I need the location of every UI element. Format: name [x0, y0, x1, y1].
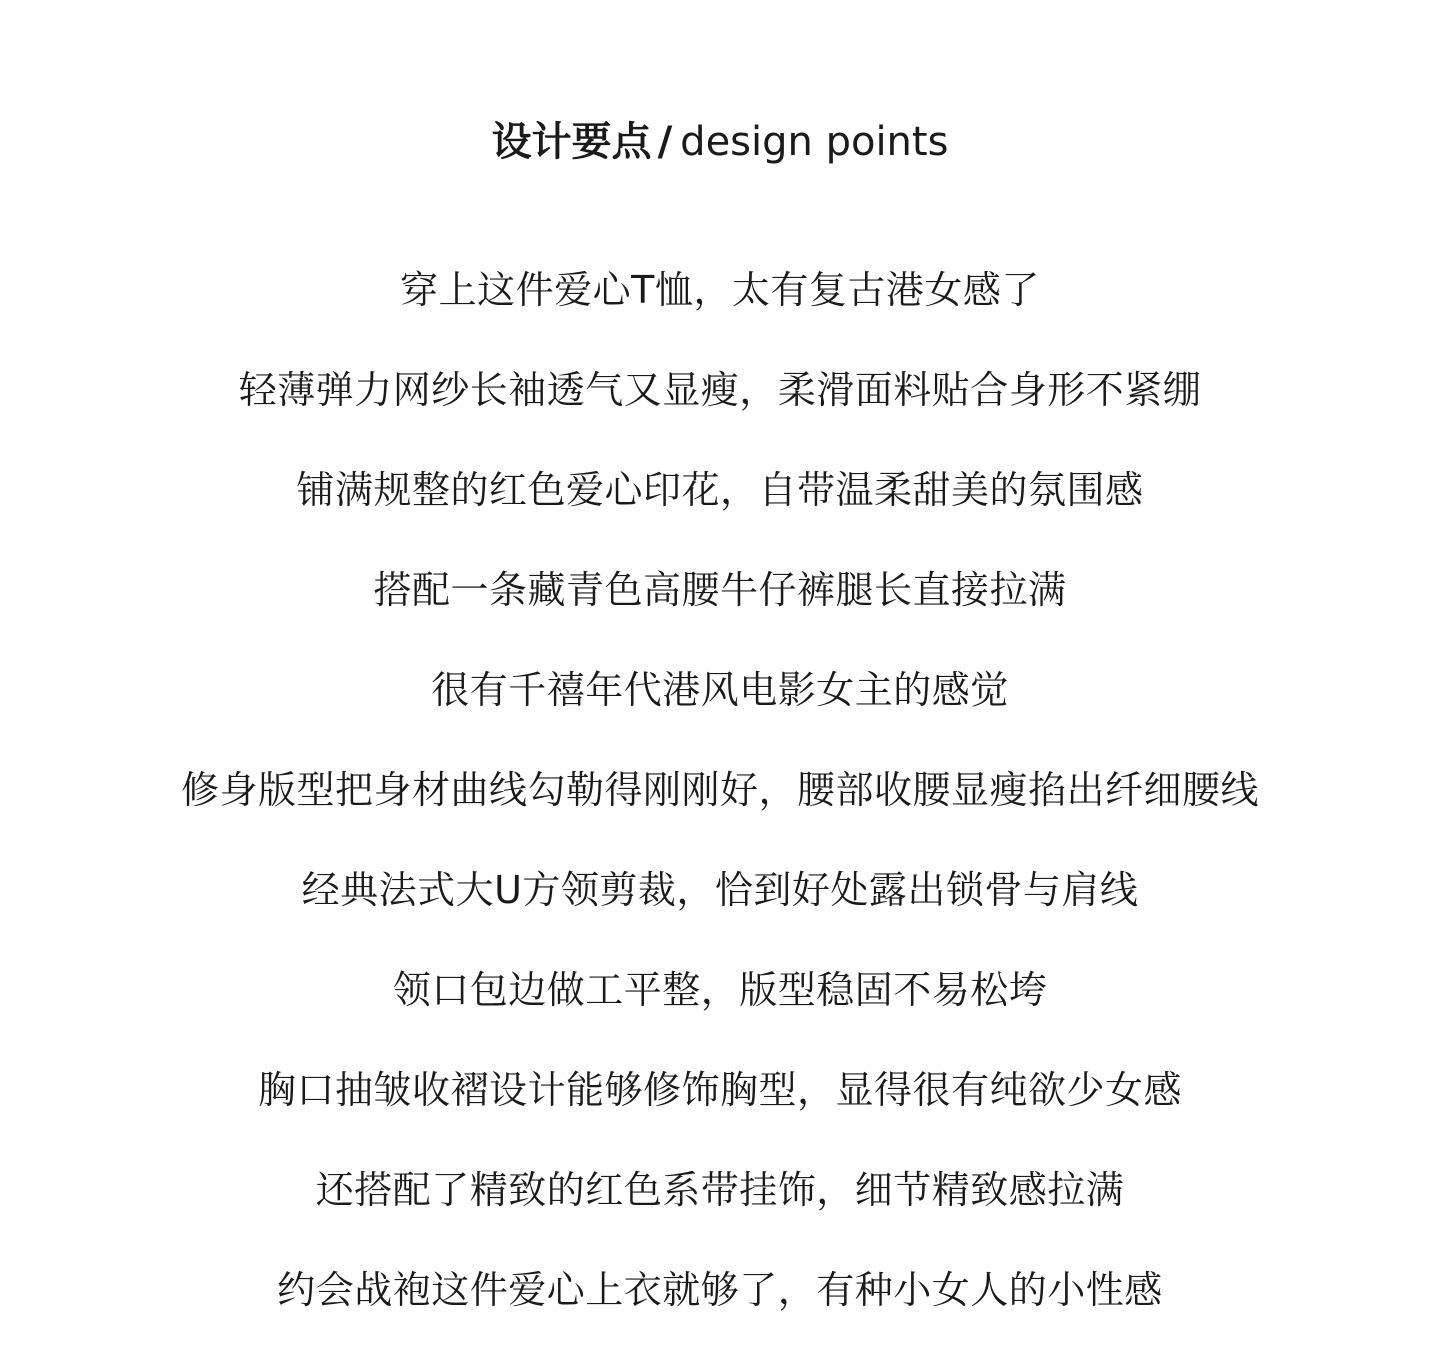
section-title	[0, 112, 1440, 172]
title-chinese: 设计要点	[491, 119, 652, 165]
design-point-line: 修身版型把身材曲线勾勒得刚刚好，腰部收腰显瘦掐出纤细腰线	[180, 768, 1259, 812]
design-point-line: 经典法式大U方领剪裁，恰到好处露出锁骨与肩线	[301, 868, 1139, 912]
design-point-line: 铺满规整的红色爱心印花，自带温柔甜美的氛围感	[296, 468, 1144, 512]
design-point-line: 胸口抽皱收褶设计能够修饰胸型，显得很有纯欲少女感	[257, 1068, 1182, 1112]
design-point-line: 很有千禧年代港风电影女主的感觉	[431, 668, 1009, 712]
title-separator: /	[657, 119, 673, 165]
design-point-line: 搭配一条藏青色高腰牛仔裤腿长直接拉满	[373, 568, 1067, 612]
design-point-line: 轻薄弹力网纱长袖透气又显瘦，柔滑面料贴合身形不紧绷	[238, 368, 1202, 412]
title-english: design points	[680, 119, 949, 165]
design-point-line: 领口包边做工平整，版型稳固不易松垮	[392, 968, 1048, 1012]
design-point-line: 约会战袍这件爱心上衣就够了，有种小女人的小性感	[277, 1268, 1163, 1312]
design-points-list	[0, 262, 1440, 1362]
design-point-line: 穿上这件爱心T恤，太有复古港女感了	[400, 268, 1040, 312]
design-point-line: 还搭配了精致的红色系带挂饰，细节精致感拉满	[315, 1168, 1125, 1212]
